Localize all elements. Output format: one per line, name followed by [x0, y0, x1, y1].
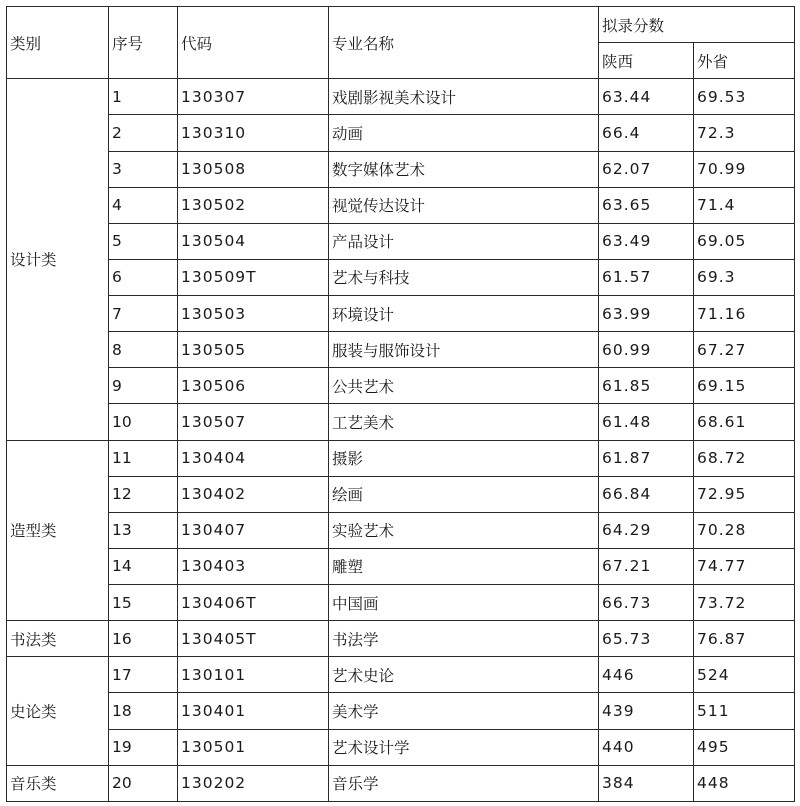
- table-row: [7, 259, 795, 295]
- out-province-score-cell: 495: [694, 729, 795, 765]
- major-cell: 绘画: [329, 476, 599, 512]
- in-province-score-cell: 65.73: [599, 621, 694, 657]
- table-row: [7, 440, 795, 476]
- index-cell: 7: [109, 296, 178, 332]
- index-cell: 10: [109, 404, 178, 440]
- major-cell: 动画: [329, 115, 599, 151]
- code-cell: 130403: [178, 548, 329, 584]
- major-cell: 音乐学: [329, 765, 599, 801]
- major-cell: 中国画: [329, 585, 599, 621]
- header-out-province: 外省: [694, 43, 795, 79]
- in-province-score-cell: 63.99: [599, 296, 694, 332]
- index-cell: 1: [109, 79, 178, 115]
- code-cell: 130101: [178, 657, 329, 693]
- table-row: [7, 729, 795, 765]
- header-score-group: 拟录分数: [599, 7, 795, 43]
- out-province-score-cell: 70.28: [694, 512, 795, 548]
- out-province-score-cell: 448: [694, 765, 795, 801]
- code-cell: 130509T: [178, 259, 329, 295]
- table-row: [7, 765, 795, 801]
- header-in-province: 陕西: [599, 43, 694, 79]
- table-row: [7, 79, 795, 115]
- code-cell: 130507: [178, 404, 329, 440]
- code-cell: 130508: [178, 151, 329, 187]
- major-cell: 环境设计: [329, 296, 599, 332]
- code-cell: 130405T: [178, 621, 329, 657]
- category-cell: 设计类: [7, 79, 109, 440]
- code-cell: 130406T: [178, 585, 329, 621]
- table-row: [7, 693, 795, 729]
- table-row: [7, 548, 795, 584]
- major-cell: 实验艺术: [329, 512, 599, 548]
- major-cell: 艺术与科技: [329, 259, 599, 295]
- category-cell: 史论类: [7, 657, 109, 765]
- out-province-score-cell: 68.72: [694, 440, 795, 476]
- code-cell: 130505: [178, 332, 329, 368]
- major-cell: 艺术设计学: [329, 729, 599, 765]
- out-province-score-cell: 72.95: [694, 476, 795, 512]
- out-province-score-cell: 524: [694, 657, 795, 693]
- major-cell: 数字媒体艺术: [329, 151, 599, 187]
- in-province-score-cell: 440: [599, 729, 694, 765]
- in-province-score-cell: 64.29: [599, 512, 694, 548]
- major-cell: 服装与服饰设计: [329, 332, 599, 368]
- out-province-score-cell: 69.05: [694, 223, 795, 259]
- index-cell: 8: [109, 332, 178, 368]
- major-cell: 摄影: [329, 440, 599, 476]
- code-cell: 130502: [178, 187, 329, 223]
- out-province-score-cell: 71.16: [694, 296, 795, 332]
- table-row: [7, 115, 795, 151]
- index-cell: 9: [109, 368, 178, 404]
- major-cell: 视觉传达设计: [329, 187, 599, 223]
- category-cell: 音乐类: [7, 765, 109, 801]
- major-cell: 书法学: [329, 621, 599, 657]
- in-province-score-cell: 66.4: [599, 115, 694, 151]
- out-province-score-cell: 69.53: [694, 79, 795, 115]
- code-cell: 130401: [178, 693, 329, 729]
- major-cell: 美术学: [329, 693, 599, 729]
- table-row: [7, 223, 795, 259]
- index-cell: 18: [109, 693, 178, 729]
- major-cell: 雕塑: [329, 548, 599, 584]
- in-province-score-cell: 446: [599, 657, 694, 693]
- table-row: [7, 512, 795, 548]
- index-cell: 5: [109, 223, 178, 259]
- code-cell: 130402: [178, 476, 329, 512]
- out-province-score-cell: 69.15: [694, 368, 795, 404]
- table-row: [7, 332, 795, 368]
- header-code: 代码: [178, 7, 329, 79]
- in-province-score-cell: 67.21: [599, 548, 694, 584]
- in-province-score-cell: 63.44: [599, 79, 694, 115]
- table-row: [7, 368, 795, 404]
- major-cell: 艺术史论: [329, 657, 599, 693]
- code-cell: 130503: [178, 296, 329, 332]
- header-major: 专业名称: [329, 7, 599, 79]
- index-cell: 14: [109, 548, 178, 584]
- out-province-score-cell: 74.77: [694, 548, 795, 584]
- index-cell: 13: [109, 512, 178, 548]
- index-cell: 4: [109, 187, 178, 223]
- table-row: [7, 657, 795, 693]
- out-province-score-cell: 70.99: [694, 151, 795, 187]
- index-cell: 11: [109, 440, 178, 476]
- in-province-score-cell: 63.65: [599, 187, 694, 223]
- table-row: [7, 151, 795, 187]
- out-province-score-cell: 73.72: [694, 585, 795, 621]
- table-row: [7, 621, 795, 657]
- in-province-score-cell: 62.07: [599, 151, 694, 187]
- out-province-score-cell: 511: [694, 693, 795, 729]
- index-cell: 6: [109, 259, 178, 295]
- index-cell: 19: [109, 729, 178, 765]
- header-row: [7, 7, 795, 43]
- major-cell: 公共艺术: [329, 368, 599, 404]
- in-province-score-cell: 63.49: [599, 223, 694, 259]
- admission-score-table: [6, 6, 795, 802]
- in-province-score-cell: 60.99: [599, 332, 694, 368]
- major-cell: 产品设计: [329, 223, 599, 259]
- out-province-score-cell: 72.3: [694, 115, 795, 151]
- in-province-score-cell: 66.84: [599, 476, 694, 512]
- out-province-score-cell: 76.87: [694, 621, 795, 657]
- out-province-score-cell: 68.61: [694, 404, 795, 440]
- code-cell: 130506: [178, 368, 329, 404]
- in-province-score-cell: 66.73: [599, 585, 694, 621]
- header-index: 序号: [109, 7, 178, 79]
- category-cell: 造型类: [7, 440, 109, 621]
- index-cell: 17: [109, 657, 178, 693]
- table-row: [7, 187, 795, 223]
- code-cell: 130202: [178, 765, 329, 801]
- code-cell: 130307: [178, 79, 329, 115]
- out-province-score-cell: 69.3: [694, 259, 795, 295]
- major-cell: 工艺美术: [329, 404, 599, 440]
- in-province-score-cell: 384: [599, 765, 694, 801]
- in-province-score-cell: 61.87: [599, 440, 694, 476]
- index-cell: 2: [109, 115, 178, 151]
- code-cell: 130404: [178, 440, 329, 476]
- in-province-score-cell: 61.48: [599, 404, 694, 440]
- index-cell: 16: [109, 621, 178, 657]
- table-row: [7, 404, 795, 440]
- index-cell: 15: [109, 585, 178, 621]
- in-province-score-cell: 61.57: [599, 259, 694, 295]
- out-province-score-cell: 71.4: [694, 187, 795, 223]
- index-cell: 3: [109, 151, 178, 187]
- major-cell: 戏剧影视美术设计: [329, 79, 599, 115]
- index-cell: 20: [109, 765, 178, 801]
- in-province-score-cell: 61.85: [599, 368, 694, 404]
- table-row: [7, 585, 795, 621]
- code-cell: 130407: [178, 512, 329, 548]
- table-row: [7, 476, 795, 512]
- code-cell: 130501: [178, 729, 329, 765]
- code-cell: 130310: [178, 115, 329, 151]
- table-row: [7, 296, 795, 332]
- in-province-score-cell: 439: [599, 693, 694, 729]
- category-cell: 书法类: [7, 621, 109, 657]
- index-cell: 12: [109, 476, 178, 512]
- code-cell: 130504: [178, 223, 329, 259]
- out-province-score-cell: 67.27: [694, 332, 795, 368]
- header-category: 类别: [7, 7, 109, 79]
